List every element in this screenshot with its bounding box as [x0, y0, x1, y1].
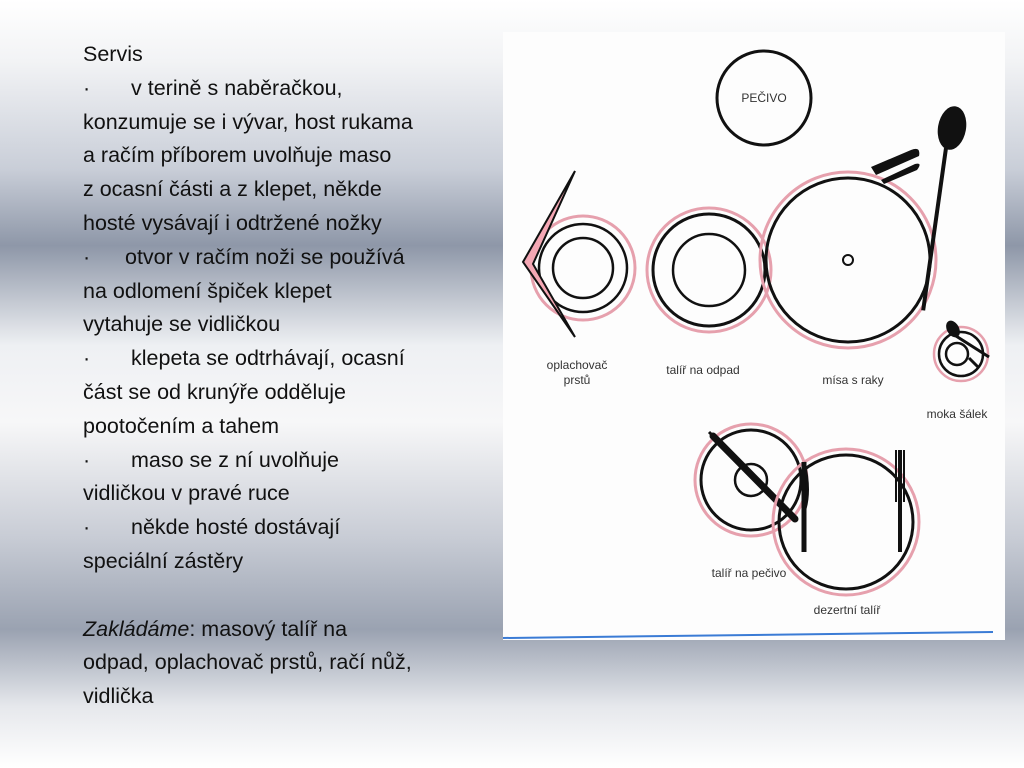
table-setting-diagram [503, 32, 1005, 640]
label-talir-pecivo: talíř na pečivo [711, 566, 787, 580]
finger-bowl [523, 171, 635, 387]
footer-line-2: odpad, oplachovač prstů, račí nůž, [83, 650, 412, 675]
bullet-3-line-1: klepeta se odtrhávají, ocasní [131, 346, 405, 371]
bullet-marker: · [83, 346, 91, 371]
accent-line [503, 632, 993, 638]
bullet-1-line-1: v terině s naběračkou, [131, 75, 343, 100]
bullet-4-line-1: maso se z ní uvolňuje [131, 447, 339, 472]
bread-plate [717, 51, 811, 145]
crayfish-bowl [760, 172, 936, 387]
bullet-3-line-2: část se od krunýře odděluje [83, 379, 346, 404]
bullet-2-line-2: na odlomení špiček klepet [83, 278, 332, 303]
mocha-cup [927, 318, 989, 421]
label-talir-odpad: talíř na odpad [666, 363, 740, 377]
label-moka: moka šálek [926, 407, 988, 421]
footer-italic: Zakládáme [83, 616, 190, 641]
bullet-marker: · [83, 75, 91, 100]
bullet-5-line-2: speciální zástěry [83, 548, 244, 573]
bullet-marker: · [83, 515, 91, 540]
bullet-5 [83, 511, 493, 579]
bullet-1-line-3: a račím příborem uvolňuje maso [83, 143, 392, 168]
bullet-marker: · [83, 447, 91, 472]
label-misa: mísa s raky [822, 373, 884, 387]
bullet-1-line-5: hosté vysávají i odtržené nožky [83, 210, 382, 235]
bullet-3 [83, 342, 493, 443]
footer-rest: : masový talíř na [189, 616, 348, 641]
waste-plate [647, 208, 771, 377]
dessert-plate [773, 449, 919, 617]
bullet-marker: · [83, 244, 91, 269]
label-pecivo: PEČIVO [741, 91, 787, 105]
footer-line-3: vidlička [83, 684, 154, 709]
bullet-1-line-2: konzumuje se i vývar, host rukama [83, 109, 413, 134]
bullet-5-line-1: někde hosté dostávají [131, 515, 341, 540]
bullet-4-line-2: vidličkou v pravé ruce [83, 481, 290, 506]
bullet-1 [83, 72, 493, 241]
bullet-4 [83, 444, 493, 512]
bullet-3-line-3: pootočením a tahem [83, 413, 280, 438]
label-oplachovac-1: oplachovač [546, 358, 608, 372]
text-content [83, 38, 493, 714]
footer-paragraph [83, 613, 493, 714]
label-oplachovac-2: prstů [563, 373, 591, 387]
diagram-svg [503, 32, 1005, 640]
bullet-2-line-3: vytahuje se vidličkou [83, 312, 281, 337]
ladle-icon [921, 104, 969, 311]
bullet-2 [83, 241, 493, 342]
napkin-shape [523, 171, 575, 337]
label-dezertni: dezertní talíř [813, 603, 881, 617]
bullet-2-line-1: otvor v račím noži se používá [125, 244, 405, 269]
heading: Servis [83, 42, 143, 66]
bullet-1-line-4: z ocasní části a z klepet, někde [83, 177, 382, 202]
